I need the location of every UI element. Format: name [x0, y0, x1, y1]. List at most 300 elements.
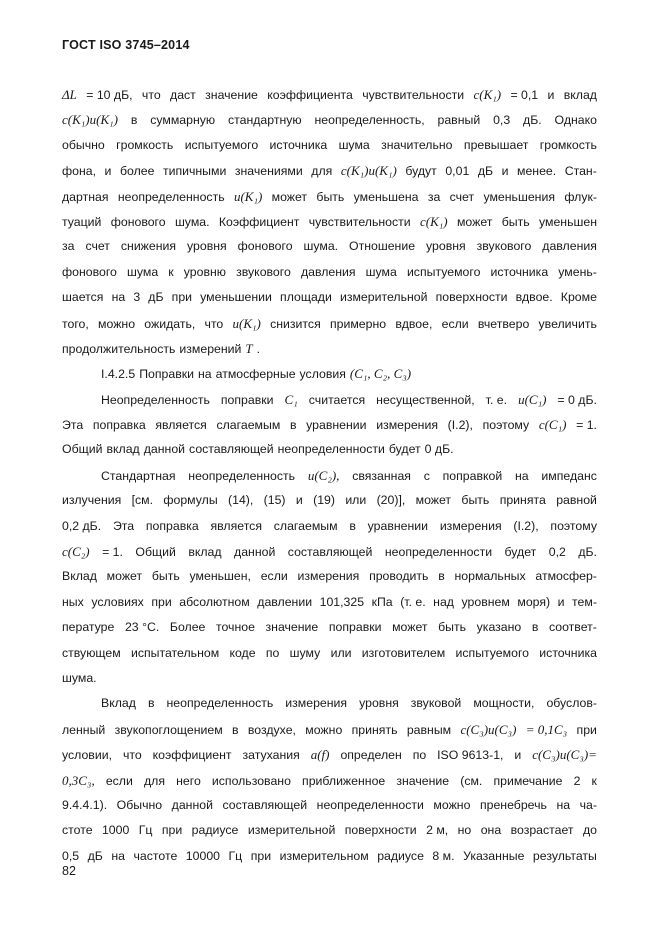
text-line	[62, 234, 597, 259]
word: давлении	[257, 594, 313, 609]
word: Однако	[554, 113, 597, 128]
word: типичными	[162, 164, 227, 179]
word: что	[122, 748, 142, 763]
word: и	[514, 748, 522, 763]
word: = 0 дБ.	[557, 392, 597, 407]
word: на	[515, 468, 529, 483]
word: Гц	[138, 823, 153, 838]
word: поэтому	[482, 418, 530, 433]
word: радиусе	[377, 848, 424, 863]
word: испытуемого	[184, 137, 259, 152]
word: данной	[143, 442, 186, 457]
word: будет	[504, 545, 537, 560]
word: составляющей	[287, 545, 373, 560]
text-line	[62, 336, 597, 361]
text-line	[62, 311, 597, 336]
word: данной	[234, 545, 276, 560]
word: в	[147, 696, 155, 711]
document-header: ГОСТ ISO 3745–2014	[62, 38, 190, 52]
word: обычно	[62, 137, 105, 152]
word: давления	[542, 239, 597, 254]
word: при	[171, 290, 193, 305]
word: шуму	[289, 645, 321, 660]
text-line	[62, 844, 597, 869]
word: быть	[316, 189, 345, 204]
word: шума	[338, 137, 370, 152]
word: Эта	[62, 418, 84, 433]
word: 0,2 дБ.	[62, 518, 102, 533]
word: уравнении	[367, 518, 429, 533]
word: значениями	[234, 164, 303, 179]
word: на	[111, 848, 125, 863]
word: в	[349, 518, 356, 533]
text-line	[62, 285, 597, 310]
word: значение	[396, 773, 450, 788]
word: Поправки	[139, 367, 194, 382]
word: проводить	[369, 569, 429, 584]
text-line	[62, 209, 597, 234]
word: к	[168, 264, 174, 279]
word: точное	[215, 620, 255, 635]
word: кПа	[371, 594, 393, 609]
word: счет	[85, 239, 110, 254]
word: при	[151, 594, 172, 609]
word: вдвое.	[515, 290, 553, 305]
word: более	[119, 164, 155, 179]
word: Указанные	[463, 848, 525, 863]
word: является	[210, 518, 262, 533]
word: чувствительности	[362, 88, 465, 102]
math-symbol: c(C₃)u(C₃)=	[532, 747, 597, 763]
word: условиях	[91, 594, 144, 609]
word: неопределенность,	[314, 113, 425, 128]
word: звуковой	[410, 696, 462, 711]
word: дБ	[477, 164, 494, 179]
word: шается	[62, 290, 104, 305]
word: если	[105, 773, 133, 788]
word: испытуемого	[406, 264, 481, 279]
word: Общий	[62, 442, 103, 457]
word: = 1.	[576, 418, 597, 433]
word: того,	[62, 316, 89, 331]
word: источника	[269, 137, 328, 152]
word: шума.	[62, 670, 97, 685]
math-symbol: c(C₂)	[62, 544, 90, 560]
word: может	[392, 620, 428, 635]
word: использовано	[211, 773, 291, 788]
word: приближенное	[302, 773, 386, 788]
word: (т. е.	[400, 594, 426, 609]
word: над	[433, 594, 454, 609]
math-symbol: c(K₁)	[473, 87, 502, 102]
word: вчетверо	[477, 316, 530, 331]
word: 0,3	[493, 113, 511, 128]
word: Стандартная	[101, 468, 176, 483]
word: может	[456, 214, 493, 229]
word: 2 м,	[426, 823, 449, 838]
word: к	[591, 773, 597, 788]
word: если	[441, 316, 469, 331]
text-line	[62, 82, 597, 107]
text-line	[62, 666, 597, 691]
word: импеданс	[541, 468, 597, 483]
word: условии,	[62, 748, 112, 763]
word: неопределенности	[277, 442, 385, 457]
word: дБ.	[523, 113, 542, 128]
word: частоте	[133, 848, 178, 863]
word: увеличить	[538, 316, 597, 331]
word: в	[531, 620, 539, 635]
math-symbol: u(K₁)	[233, 188, 263, 204]
word: 23 °С.	[124, 620, 160, 635]
math-symbol: (C₁, C₂, C₃)	[349, 366, 412, 382]
word: на	[197, 367, 212, 382]
word: до	[582, 823, 597, 838]
word: возрастает	[510, 823, 574, 838]
word: = 0,1	[510, 88, 539, 102]
word: обуслов-	[546, 696, 597, 711]
word: уровню	[183, 264, 227, 279]
word: шума.	[174, 214, 210, 229]
word: уменьшен,	[189, 569, 251, 584]
word: уменьшен	[538, 214, 597, 229]
word: вдвое,	[395, 316, 433, 331]
word: т. е.	[485, 392, 508, 407]
word: звукопоглощением	[114, 722, 223, 737]
text-line	[62, 463, 597, 488]
text-line	[62, 133, 597, 158]
word: стоте	[62, 823, 93, 838]
word: звукового	[236, 264, 291, 279]
word: громкость	[539, 137, 597, 152]
word: принята	[499, 493, 546, 508]
text-line	[62, 742, 597, 767]
word: дартная	[62, 189, 109, 204]
word: Эта	[112, 518, 135, 533]
word: но	[457, 823, 472, 838]
word: моря)	[517, 594, 551, 609]
word: снизится	[270, 316, 321, 331]
word: дБ	[148, 290, 164, 305]
word: может	[271, 189, 308, 204]
word: умень-	[558, 264, 597, 279]
word: с	[423, 468, 430, 483]
word: абсолютном	[179, 594, 250, 609]
word: при	[161, 823, 183, 838]
word: что	[204, 316, 224, 331]
word: (15)	[263, 493, 286, 508]
word: поверхности	[435, 290, 508, 305]
word: атмосфер-	[535, 569, 597, 584]
word: Коэффициент	[218, 214, 300, 229]
word: в	[130, 113, 138, 128]
word: неопределенность	[166, 696, 274, 711]
word: дБ	[87, 848, 103, 863]
word: 0,5	[62, 848, 80, 863]
word: или	[330, 645, 352, 660]
word: суммарную	[150, 113, 216, 128]
word: 0,01	[445, 164, 470, 179]
word: [см.	[131, 493, 154, 508]
word: нормальных	[454, 569, 526, 584]
math-symbol: u(C₁)	[518, 391, 547, 407]
word: значение	[205, 88, 258, 102]
word: равной	[556, 493, 597, 508]
word: 101,325	[319, 594, 365, 609]
word: и	[547, 88, 555, 102]
word: для	[311, 164, 333, 179]
word: менее.	[517, 164, 557, 179]
word: фонового	[110, 214, 166, 229]
word: (20)],	[376, 493, 406, 508]
word: слагаемым	[273, 518, 338, 533]
math-symbol: c(K₁)u(K₁)	[62, 112, 118, 128]
math-symbol: u(C₂),	[307, 467, 340, 483]
text-line	[62, 514, 597, 539]
text-line	[62, 412, 597, 437]
text-line	[62, 793, 597, 818]
word: 10000	[185, 848, 220, 863]
word: может	[106, 569, 143, 584]
word: фонового	[237, 239, 293, 254]
word: звукового	[476, 239, 532, 254]
word: при	[576, 722, 597, 737]
math-symbol: u(K₁)	[232, 315, 261, 331]
word: неопределенность	[117, 189, 225, 204]
word: измерительной	[339, 290, 428, 305]
word: условия	[299, 367, 346, 382]
word: поэтому	[550, 518, 597, 533]
word: площади	[280, 290, 332, 305]
math-symbol: c(K₁)	[420, 213, 448, 229]
word: и	[501, 164, 509, 179]
word: дБ.	[578, 545, 597, 560]
word: измерений	[179, 341, 242, 356]
word: быть	[438, 620, 467, 635]
word: примерно	[329, 316, 387, 331]
word: Обычно	[116, 797, 163, 812]
word: ных	[62, 594, 84, 609]
word: коэффициента	[267, 88, 353, 102]
word: Отношение	[349, 239, 416, 254]
word: можно	[305, 722, 343, 737]
math-symbol: c(C₃)u(C₃)	[460, 721, 517, 737]
word: флук-	[564, 189, 597, 204]
word: источника	[539, 645, 597, 660]
word: вклад	[106, 442, 140, 457]
word: поправка	[145, 518, 199, 533]
word: воздухе,	[247, 722, 296, 737]
text-line	[62, 158, 597, 183]
word: является	[155, 418, 207, 433]
word: давления	[300, 264, 356, 279]
word: может	[415, 493, 452, 508]
word: при	[250, 848, 272, 863]
word: затухания	[242, 748, 300, 763]
word: поправки	[220, 392, 274, 407]
word: тем-	[572, 594, 597, 609]
word: данной	[171, 797, 213, 812]
word: равным	[406, 722, 452, 737]
word: продолжительность	[62, 341, 176, 356]
word: для	[143, 773, 165, 788]
word: 9.4.4.1).	[62, 797, 108, 812]
text-line	[62, 768, 597, 793]
word: примечание	[493, 773, 563, 788]
word: неопределенности	[316, 797, 424, 812]
word: чувствительности	[308, 214, 411, 229]
word: и	[295, 493, 303, 508]
word: I.4.2.5	[101, 367, 136, 382]
word: Вклад	[62, 569, 97, 584]
word: измерения	[376, 418, 438, 433]
word: уровня	[426, 239, 466, 254]
word: или	[345, 493, 367, 508]
word: уровня	[187, 239, 227, 254]
word: значение	[265, 620, 319, 635]
word: мощности,	[473, 696, 535, 711]
page-number: 82	[62, 864, 76, 878]
math-symbol: = 0,1C₃	[525, 721, 568, 737]
word: Неопределенность	[101, 392, 210, 407]
word: ствующем	[62, 645, 121, 660]
word: измерительной	[247, 823, 336, 838]
word: Гц	[228, 848, 243, 863]
word: Общий	[135, 545, 176, 560]
math-symbol: c(K₁)u(K₁)	[340, 163, 397, 179]
word: испытательном	[130, 645, 220, 660]
text-line	[62, 539, 597, 564]
word: испытуемого	[455, 645, 529, 660]
word: формулы	[163, 493, 218, 508]
word: поправки	[328, 620, 382, 635]
word: поправка	[92, 418, 146, 433]
word: быть	[461, 493, 490, 508]
text-line	[62, 564, 597, 589]
word: Более	[169, 620, 206, 635]
word: громкость	[116, 137, 174, 152]
word: (14),	[228, 493, 254, 508]
text-line	[62, 184, 597, 209]
word: уравнении	[306, 418, 367, 433]
word: стандартную	[227, 113, 302, 128]
word: на	[556, 797, 571, 812]
word: указано	[476, 620, 522, 635]
word: (I.2),	[513, 518, 539, 533]
math-symbol: C₁	[284, 391, 298, 407]
word: измерительном	[279, 848, 369, 863]
word: уменьшена	[353, 189, 419, 204]
text-line	[62, 437, 597, 462]
word: 0 дБ.	[424, 442, 454, 457]
word: (I.2),	[447, 418, 473, 433]
word: уменьшении	[200, 290, 272, 305]
word: за	[427, 189, 441, 204]
word: ленный	[62, 722, 106, 737]
word: соответ-	[548, 620, 597, 635]
word: ожидать,	[144, 316, 196, 331]
word: неопределенность	[188, 468, 296, 483]
word: снижения	[120, 239, 177, 254]
word: если	[260, 569, 288, 584]
word: 0,2	[548, 545, 566, 560]
word: вклад	[563, 88, 597, 102]
word: измерения	[285, 696, 348, 711]
word: определен	[340, 748, 402, 763]
word: и	[557, 594, 565, 609]
word: уровнем	[461, 594, 510, 609]
word: быть	[501, 214, 530, 229]
word: вклад	[188, 545, 222, 560]
word: по	[265, 645, 280, 660]
math-symbol: T	[245, 340, 253, 356]
word: фона,	[62, 164, 97, 179]
word: шума	[126, 264, 159, 279]
word: (см.	[460, 773, 483, 788]
word: Стан-	[564, 164, 597, 179]
word: значительно	[381, 137, 453, 152]
word: пературе	[62, 620, 115, 635]
word: связанная	[352, 468, 411, 483]
word: уровня	[359, 696, 399, 711]
word: на	[111, 290, 126, 305]
text-line	[62, 641, 597, 666]
word: можно	[98, 316, 136, 331]
text-line	[62, 361, 597, 386]
word: изготовителем	[361, 645, 446, 660]
word: несущественной,	[376, 392, 475, 407]
word: в	[289, 418, 297, 433]
word: превышает	[463, 137, 529, 152]
text-line	[62, 387, 597, 412]
word: поверхности	[344, 823, 417, 838]
word: результаты	[532, 848, 597, 863]
word: него	[176, 773, 201, 788]
word: .	[256, 341, 261, 356]
word: коде	[229, 645, 256, 660]
word: (19)	[313, 493, 335, 508]
math-symbol: 0,3C₃,	[62, 772, 95, 788]
word: уменьшения	[483, 189, 555, 204]
text-line	[62, 590, 597, 615]
word: она	[480, 823, 502, 838]
word: слагаемым	[216, 418, 281, 433]
word: шума	[365, 264, 397, 279]
text-line	[62, 488, 597, 513]
word: быть	[151, 569, 180, 584]
word: измерения	[297, 569, 360, 584]
word: неопределенности	[384, 545, 493, 560]
word: 3	[133, 290, 141, 305]
word: в	[232, 722, 239, 737]
word: в	[438, 569, 445, 584]
word: можно	[433, 797, 471, 812]
word: Вклад	[101, 696, 136, 711]
word: пренебречь	[479, 797, 547, 812]
word: Кроме	[560, 290, 597, 305]
word: будут	[405, 164, 437, 179]
word: поправкой	[442, 468, 503, 483]
word: излучения	[62, 493, 122, 508]
text-line	[62, 691, 597, 716]
word: по	[412, 748, 427, 763]
word: 2	[573, 773, 581, 788]
word: радиусе	[191, 823, 239, 838]
text-line	[62, 260, 597, 285]
word: принять	[351, 722, 398, 737]
word: и	[104, 164, 112, 179]
word: счет	[449, 189, 475, 204]
